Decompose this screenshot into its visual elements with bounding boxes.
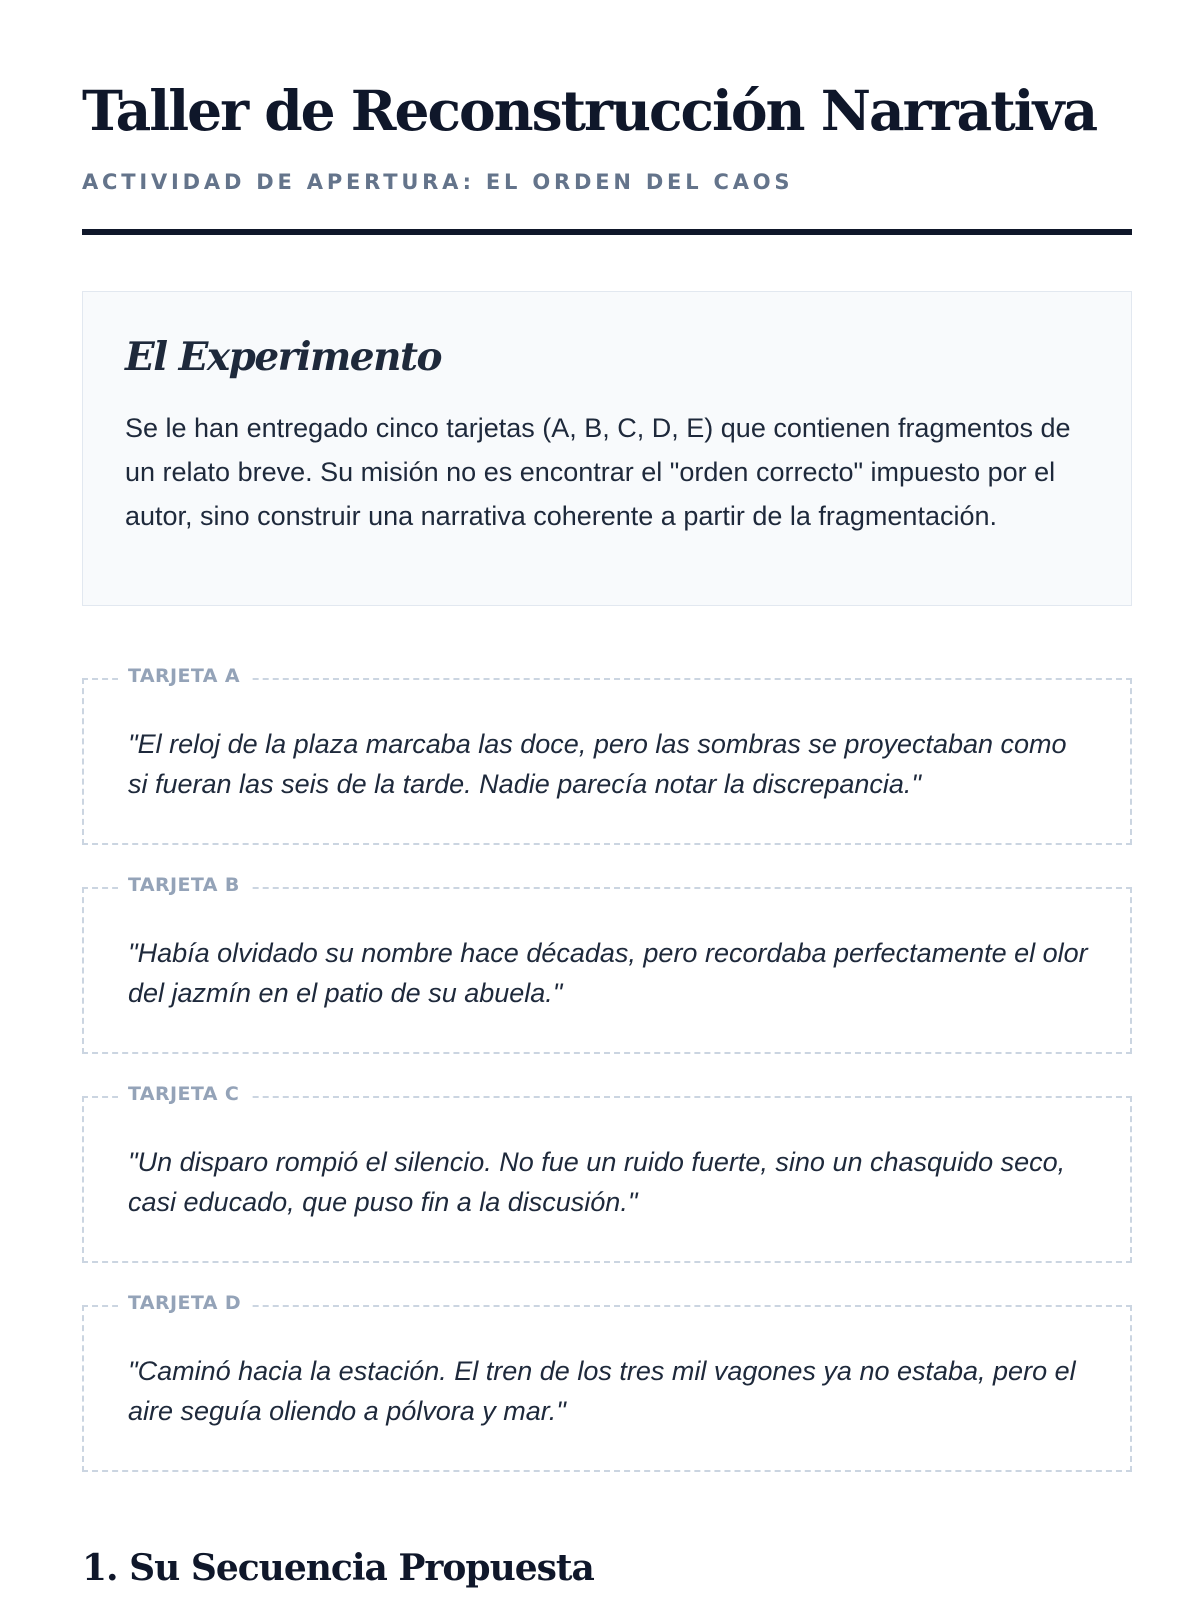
card-label: TARJETA D — [118, 1292, 251, 1314]
card-label: TARJETA C — [118, 1083, 249, 1105]
card-text: "Un disparo rompió el silencio. No fue un ruido fuerte, sino un chasquido seco, casi educado, que puso fin a la discusión." — [128, 1147, 1066, 1217]
card-label: TARJETA A — [118, 665, 250, 687]
card-text: "Había olvidado su nombre hace décadas, pero recordaba perfectamente el olor del jazmín en el patio de su abuela." — [128, 938, 1088, 1008]
page-subtitle: ACTIVIDAD DE APERTURA: EL ORDEN DEL CAOS — [82, 170, 794, 194]
page-title: Taller de Reconstrucción Narrativa — [82, 78, 1097, 143]
card-c — [82, 1083, 1132, 1263]
intro-box — [82, 291, 1132, 606]
intro-heading: El Experimento — [125, 334, 442, 380]
card-a — [82, 665, 1132, 845]
card-d — [82, 1292, 1132, 1472]
sequence-section-heading: 1. Su Secuencia Propuesta — [82, 1547, 594, 1589]
header-divider — [82, 229, 1132, 235]
intro-text: Se le han entregado cinco tarjetas (A, B, C, D, E) que contienen fragmentos de un relato breve. Su misión no es encontrar el "orden correcto" impuesto por el autor, sino construir una narrativa coherente a partir de la fragmentación. — [125, 413, 1071, 531]
card-text: "Caminó hacia la estación. El tren de los tres mil vagones ya no estaba, pero el aire seguía oliendo a pólvora y mar." — [128, 1356, 1076, 1426]
card-text: "El reloj de la plaza marcaba las doce, pero las sombras se proyectaban como si fueran las seis de la tarde. Nadie parecía notar la discrepancia." — [128, 729, 1067, 799]
card-label: TARJETA B — [118, 874, 250, 896]
card-b — [82, 874, 1132, 1054]
